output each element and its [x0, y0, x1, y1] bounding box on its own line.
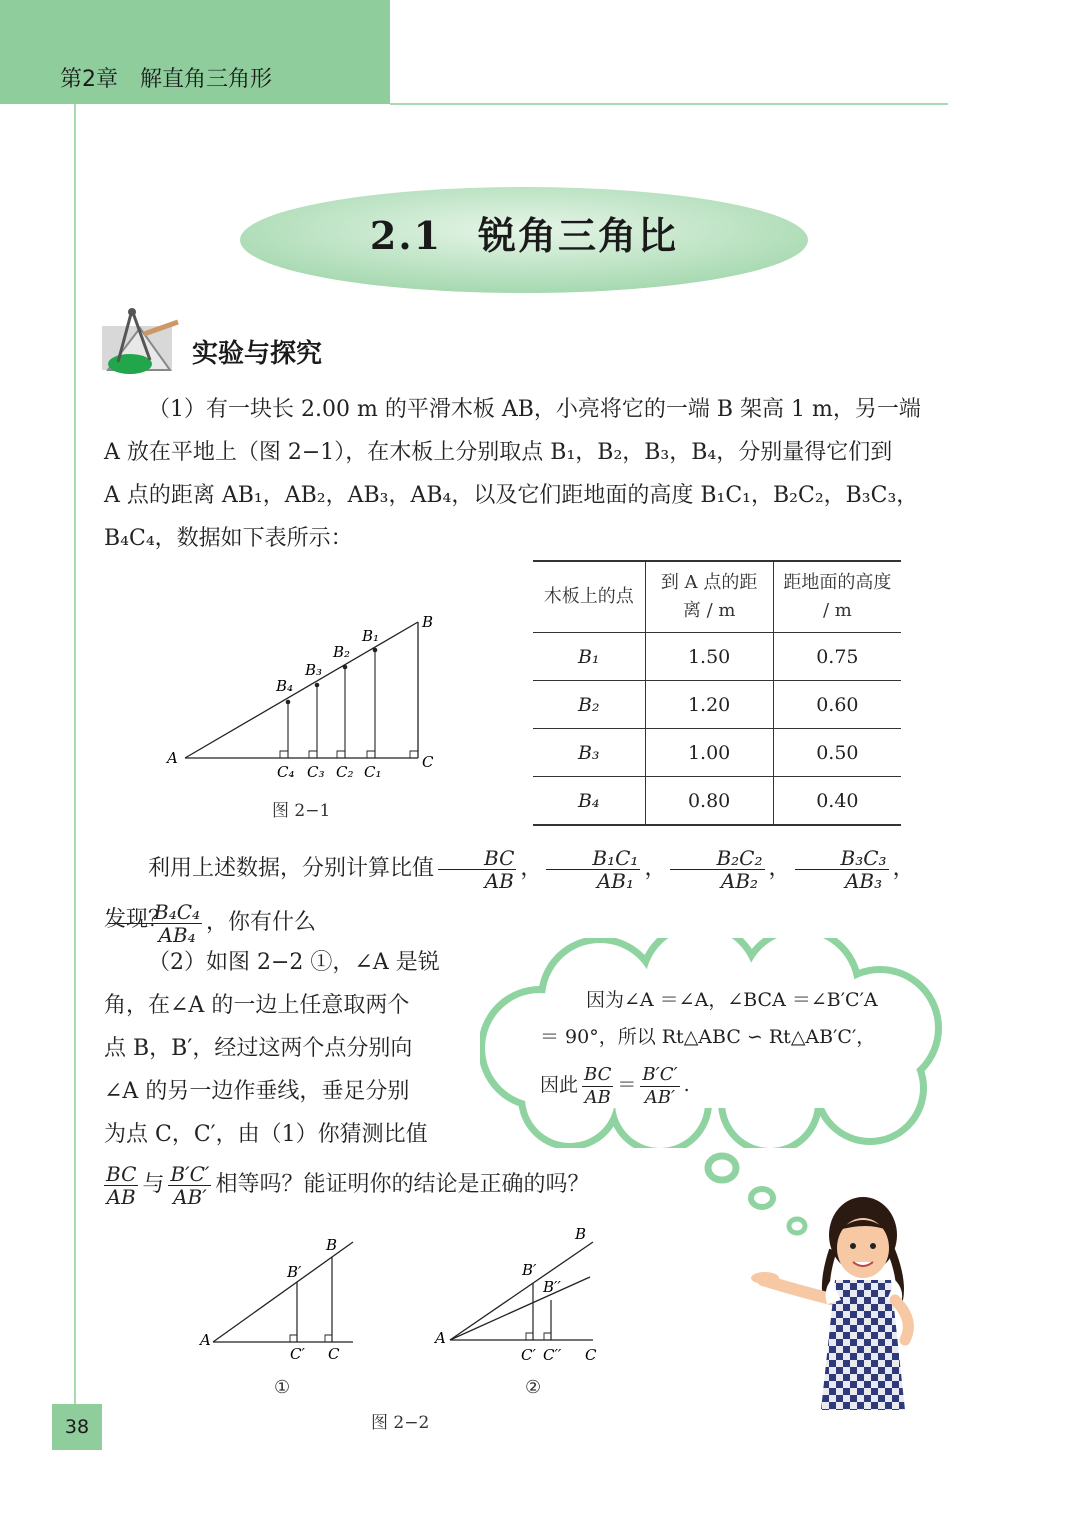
- para3-mid: 与: [142, 1172, 165, 1197]
- ratio-fraction: $\frac{\text{B₃C₃}}{\text{AB₃}}$: [795, 847, 889, 892]
- ratio-fraction: $\frac{BC}{AB}$: [438, 847, 516, 892]
- margin-rule: [74, 104, 76, 1404]
- table-cell: 1.20: [645, 681, 773, 729]
- fig21-caption: 图 2−1: [272, 801, 331, 821]
- ratio-fraction: $\frac{BC}{AB}$: [106, 1161, 137, 1209]
- table-cell: 0.75: [773, 633, 901, 681]
- para1-line3: A 点的距离 AB₁，AB₂，AB₃，AB₄，以及它们距地面的高度 B₁C₁，B₂C₂，B₃C₃，: [104, 483, 919, 508]
- para2-line1: 利用上述数据，分别计算比值 $\frac{BC}{AB}$ ， $\frac{\text{B₁C₁}}{\text{AB₁}}$ ， $\frac{\text{B₂C₂}}{\text{AB₂}}$ ， $\frac{\text{B₃C₃}}{\text{AB₃}}$ ， $\frac{\text{B₄C₄}}{\text{AB₄}}$ ，你有什么: [104, 842, 950, 950]
- para2-prefix: 利用上述数据，分别计算比值: [148, 856, 435, 881]
- fig22a-label-A: A: [200, 1331, 211, 1349]
- table-row: [533, 633, 901, 681]
- fig21-label-B4: B₄: [276, 677, 294, 695]
- para3-suffix: 相等吗？能证明你的结论是正确的吗？: [215, 1172, 590, 1197]
- chapter-title: 第2章 解直角三角形: [60, 67, 272, 92]
- para2-line2: 发现？: [104, 907, 171, 932]
- fig21-label-C3: C₃: [307, 763, 325, 781]
- ratio-fraction: $\frac{\text{B₁C₁}}{\text{AB₁}}$: [546, 847, 640, 892]
- experiment-section-title: 实验与探究: [192, 339, 323, 369]
- fig22a-label-Cp: C′: [290, 1345, 305, 1363]
- fig22b-label-Bp: B′: [522, 1261, 537, 1279]
- section-title-text: 锐角三角比: [478, 213, 679, 258]
- fig22-caption: 图 2−2: [371, 1413, 430, 1433]
- fig22-sub1: ①: [274, 1377, 291, 1398]
- figure-2-1: [160, 605, 450, 795]
- table-header-point: 木板上的点: [533, 561, 645, 633]
- ratio-fraction: $\frac{\text{B₄C₄}}{\text{AB₄}}$: [108, 901, 202, 946]
- girl-illustration: [745, 1150, 945, 1420]
- header-rule: [390, 103, 948, 105]
- table-cell: 0.80: [645, 777, 773, 826]
- fig21-label-B: B: [422, 613, 434, 631]
- table-cell: B₁: [533, 633, 645, 681]
- fig22a-label-Bp: B′: [287, 1263, 302, 1281]
- para1-line4: B₄C₄，数据如下表所示：: [104, 526, 353, 551]
- cloud-line3: [540, 1060, 930, 1110]
- cloud-end: .: [683, 1074, 690, 1096]
- cloud-equals: ＝: [617, 1074, 637, 1096]
- para3-line4: ∠A 的另一边作垂线，垂足分别: [104, 1079, 410, 1104]
- para3-line3: 点 B，B′，经过这两个点分别向: [104, 1036, 413, 1061]
- cloud-line1: 因为∠A ＝∠A，∠BCA ＝∠B′C′A: [586, 989, 878, 1011]
- table-row: [533, 729, 901, 777]
- para1-line1: （1）有一块长 2.00 m 的平滑木板 AB，小亮将它的一端 B 架高 1 m，另一端: [148, 397, 921, 422]
- table-cell: B₄: [533, 777, 645, 826]
- table-cell: B₂: [533, 681, 645, 729]
- fig22a-label-B: B: [326, 1236, 338, 1254]
- table-cell: 1.50: [645, 633, 773, 681]
- fig22-sub2: ②: [525, 1377, 542, 1398]
- page-number: 38: [52, 1404, 102, 1450]
- fig22b-label-A: A: [435, 1329, 446, 1347]
- fig21-label-A: A: [167, 749, 178, 767]
- section-heading: [238, 205, 810, 260]
- cloud-line2: ＝ 90°，所以 Rt△ABC ∽ Rt△AB′C′，: [540, 1026, 876, 1048]
- para3-line6: [104, 1158, 724, 1212]
- fig22b-label-Cp: C′: [521, 1346, 536, 1364]
- table-cell: 1.00: [645, 729, 773, 777]
- para2-suffix: ，你有什么: [206, 910, 317, 935]
- ratio-fraction: $\frac{BC}{AB}$: [584, 1063, 612, 1108]
- ratio-fraction: $\frac{\text{B₂C₂}}{\text{AB₂}}$: [670, 847, 764, 892]
- para3-line1: （2）如图 2−2 ①，∠A 是锐: [148, 950, 440, 975]
- measurement-table: [533, 560, 901, 826]
- section-number: 2.1: [369, 213, 443, 258]
- figure-2-2: [195, 1225, 615, 1385]
- fig21-label-C1: C₁: [364, 763, 382, 781]
- table-header-distance: 到 A 点的距离 / m: [645, 561, 773, 633]
- compass-ruler-icon: [100, 306, 188, 378]
- fig21-label-C4: C₄: [277, 763, 295, 781]
- table-cell: 0.40: [773, 777, 901, 826]
- table-cell: 0.50: [773, 729, 901, 777]
- table-row: [533, 777, 901, 826]
- fig22b-label-B: B: [575, 1225, 587, 1243]
- table-cell: B₃: [533, 729, 645, 777]
- fig22b-label-Cpp: C′′: [543, 1346, 562, 1364]
- table-cell: 0.60: [773, 681, 901, 729]
- para3-line5: 为点 C，C′，由（1）你猜测比值: [104, 1122, 428, 1147]
- fig22b-label-C: C: [585, 1346, 597, 1364]
- para1-line2: A 放在平地上（图 2−1），在木板上分别取点 B₁，B₂，B₃，B₄，分别量得它们到: [104, 440, 893, 465]
- fig21-label-B3: B₃: [305, 661, 323, 679]
- fig22b-label-Bpp: B′′: [543, 1278, 561, 1296]
- fig21-label-C2: C₂: [336, 763, 354, 781]
- ratio-fraction: $\frac{B'C'}{AB'}$: [642, 1063, 678, 1108]
- fig21-label-B1: B₁: [362, 627, 380, 645]
- table-row: [533, 681, 901, 729]
- fig21-label-C: C: [422, 753, 434, 771]
- table-header-row: [533, 561, 901, 633]
- fig22a-label-C: C: [328, 1345, 340, 1363]
- para3-line2: 角，在∠A 的一边上任意取两个: [104, 993, 410, 1018]
- table-header-height: 距地面的高度 / m: [773, 561, 901, 633]
- ratio-fraction: $\frac{B'C'}{AB'}$: [170, 1161, 210, 1209]
- cloud-prefix: 因此: [540, 1074, 579, 1096]
- fig21-label-B2: B₂: [333, 643, 351, 661]
